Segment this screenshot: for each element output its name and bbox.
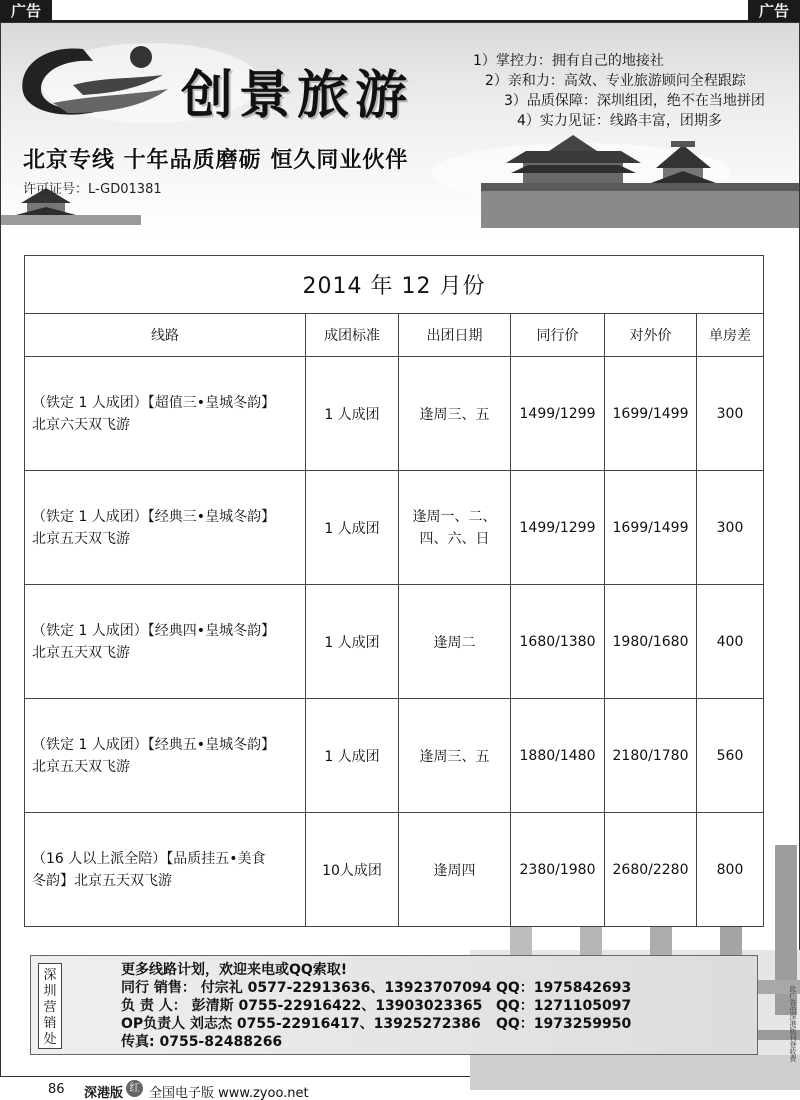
dates-line: 逢周一、二、 [412,508,497,525]
peer-price-cell: 1680/1380 [511,585,605,699]
route-line: （铁定 1 人成团）【经典三•皇城冬韵】 [32,508,276,525]
route-line: （铁定 1 人成团）【超值三•皇城冬韵】 [32,394,276,411]
dates-line: 逢周四 [433,862,476,879]
peer-price-cell: 1499/1299 [511,471,605,585]
dates-cell [399,585,511,699]
dates-line: 逢周三、五 [419,406,490,423]
public-price-cell: 1699/1499 [605,471,697,585]
route-cell [25,471,306,585]
header-single-room: 单房差 [697,314,764,357]
peer-price-cell: 1499/1299 [511,357,605,471]
route-line: 北京五天双飞游 [32,530,130,547]
route-cell [25,357,306,471]
ad-label-left: 广告 [0,0,52,22]
brand-logo-icon [13,37,173,127]
contact-line [121,1033,491,1051]
standard-cell: 1 人成团 [306,471,399,585]
route-line: （16 人以上派全陪）【品质挂五•美食 [32,850,266,867]
header-departure-dates: 出团日期 [399,314,511,357]
single-room-cell: 300 [697,471,764,585]
standard-cell: 1 人成团 [306,357,399,471]
standard-cell: 1 人成团 [306,585,399,699]
tag-char: 圳 [43,984,57,999]
table-caption: 2014 年 12 月份 [25,256,764,314]
public-price-cell: 1980/1680 [605,585,697,699]
tag-char: 销 [43,1016,57,1031]
feature-item: 2）亲和力：高效、专业旅游顾问全程跟踪 [485,73,746,89]
feature-item: 4）实力见证：线路丰富，团期多 [517,113,722,129]
contact-text: 负 责 人： 彭清斯 0755-22916422、13903023365 [121,998,483,1014]
route-line: 北京六天双飞游 [32,416,130,433]
public-price-cell: 1699/1499 [605,357,697,471]
public-price-cell: 2680/2280 [605,813,697,927]
contact-line [121,961,491,979]
single-room-cell: 300 [697,357,764,471]
qq-number: QQ：1973259950 [496,1016,632,1032]
page-number: 86 [48,1082,65,1097]
table-row [25,357,764,471]
dates-cell [399,471,511,585]
header-banner [1,23,799,238]
single-room-cell: 800 [697,813,764,927]
feature-item: 1）掌控力：拥有自己的地接社 [473,53,664,69]
table-row [25,699,764,813]
route-line: 冬韵】北京五天双飞游 [32,872,172,889]
dates-line: 逢周三、五 [419,748,490,765]
qq-number: QQ：1271105097 [496,998,632,1014]
contact-text: 同行 销售： 付宗礼 0577-22913636、13923707094 [121,980,492,996]
route-line: 北京五天双飞游 [32,758,130,775]
dates-line: 逢周二 [433,634,476,651]
dates-cell [399,357,511,471]
table-row [25,813,764,927]
route-cell [25,813,306,927]
tag-char: 营 [43,1000,57,1015]
contact-line [121,997,632,1015]
route-line: 北京五天双飞游 [32,644,130,661]
single-room-cell: 560 [697,699,764,813]
edition-label: 深港版 [84,1086,124,1100]
edition-badge: 红 [126,1080,143,1097]
route-line: （铁定 1 人成团）【经典四•皇城冬韵】 [32,622,276,639]
contact-text: OP负责人 刘志杰 0755-22916417、13925272386 [121,1016,481,1032]
dates-line: 四、六、日 [419,530,490,547]
contact-text: 更多线路计划，欢迎来电或QQ索取! [121,962,348,978]
feature-item: 3）品质保障：深圳组团，绝不在当地拼团 [504,93,765,109]
peer-price-cell: 1880/1480 [511,699,605,813]
table-row [25,471,764,585]
route-cell [25,585,306,699]
website-link[interactable]: 全国电子版 www.zyoo.net [149,1086,309,1100]
header-peer-price: 同行价 [511,314,605,357]
qq-number: QQ：1975842693 [496,980,632,996]
route-line: （铁定 1 人成团）【经典五•皇城冬韵】 [32,736,276,753]
public-price-cell: 2180/1780 [605,699,697,813]
contact-line [121,979,632,997]
dates-cell [399,699,511,813]
contact-line [121,1015,632,1033]
single-room-cell: 400 [697,585,764,699]
table-row [25,585,764,699]
standard-cell: 10人成团 [306,813,399,927]
header-public-price: 对外价 [605,314,697,357]
price-table [24,255,764,927]
dates-cell [399,813,511,927]
peer-price-cell: 2380/1980 [511,813,605,927]
tag-char: 处 [43,1032,57,1047]
contact-lines [121,961,632,1051]
sales-office-tag [38,963,62,1049]
header-route: 线路 [25,314,306,357]
ad-label-right: 广告 [748,0,800,22]
contact-text: 传真: 0755-82488266 [121,1034,283,1050]
header-group-standard: 成团标准 [306,314,399,357]
standard-cell: 1 人成团 [306,699,399,813]
tag-char: 深 [43,968,57,983]
contact-box [30,955,758,1055]
side-note: 此广告由深港版刊登收费 [789,985,797,1062]
brand-slogan: 北京专线 十年品质磨砺 恒久同业伙伴 [23,148,409,173]
route-cell [25,699,306,813]
license-number: 许可证号：L-GD01381 [23,182,162,197]
brand-name: 创景旅游 [181,65,414,126]
